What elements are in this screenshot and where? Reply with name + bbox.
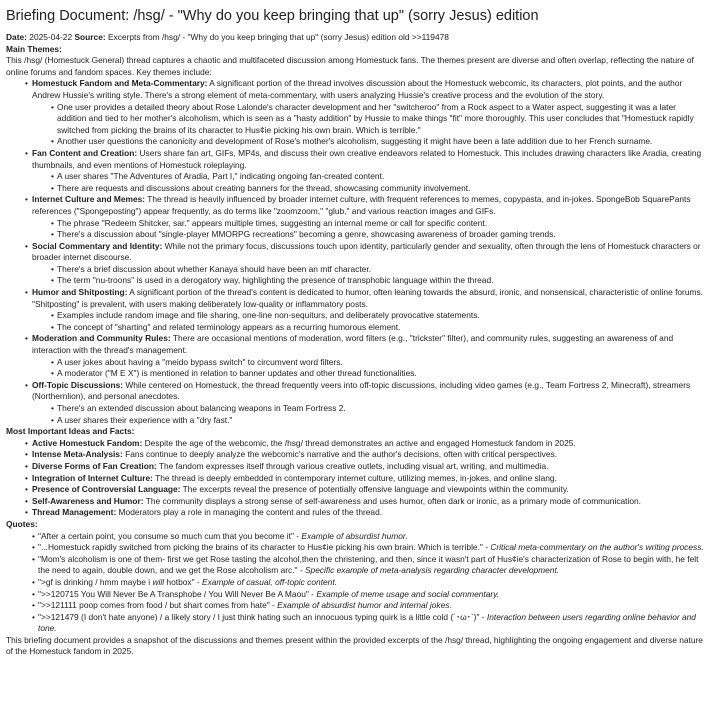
quote-item bbox=[6, 542, 705, 554]
quote-item bbox=[6, 531, 705, 543]
theme-subitem: • The term "nu-troons" is used in a derogatory way, highlighting the presence of transphobic language within the thread. bbox=[6, 275, 705, 287]
idea-item bbox=[6, 449, 705, 461]
theme-item bbox=[6, 380, 705, 426]
quote-text: ">>120715 You Will Never Be A Transphobe / You Will Never Be A Maou" - bbox=[38, 588, 317, 599]
idea-item bbox=[6, 438, 705, 450]
quote-text: ">>121479 (I don't hate anyone) / a likely story / I just think hating such an innocuous typing quirk is a little cold (´･ω･`)" - bbox=[38, 611, 487, 622]
theme-subitem: • One user provides a detailed theory about Rose Lalonde's character development and her "switcheroo" from a Rock aspect to a Water aspect, suggesting it was a later addition and tied to her mother's alcoholism, which is seen as a "hasty addition" by Hussie to make things "fit" more thoroughly. This user concludes that "Homestuck rapidly switched from picking the brains of its character to Hus¢ie picking his own brain. Which is terrible." bbox=[6, 102, 705, 137]
theme-subitem: • A user jokes about having a "meido bypass switch" to circumvent word filters. bbox=[6, 357, 705, 369]
theme-item bbox=[6, 194, 705, 240]
quote-item bbox=[6, 554, 705, 577]
idea-label: Active Homestuck Fandom: bbox=[32, 437, 143, 448]
idea-item bbox=[6, 496, 705, 508]
important-ideas-list bbox=[6, 438, 705, 519]
theme-item bbox=[6, 78, 705, 148]
theme-sublist bbox=[32, 264, 705, 287]
theme-text: Users share fan art, GIFs, MP4s, and discuss their own creative endeavors related to Homestuck. This includes drawing characters like Aradia, creating thumbnails, and even mentions of Homestuck roleplaying. bbox=[32, 147, 702, 170]
idea-text: The thread is deeply embedded in contemporary internet culture, utilizing memes, in-jokes, and online slang. bbox=[152, 472, 557, 483]
theme-text: The thread is heavily influenced by broader internet culture, with frequent references to memes, copypasta, and in-jokes. SpongeBob SquarePants references ("Spongeposting") appear frequently, as do terms like "zoomzoom," "glub," and various reaction images and GIFs. bbox=[32, 194, 691, 216]
theme-sublist bbox=[32, 218, 705, 241]
theme-label: Homestuck Fandom and Meta-Commentary: bbox=[32, 78, 208, 89]
quote-text-tail: hotbox" - bbox=[164, 576, 202, 587]
idea-item bbox=[6, 461, 705, 473]
theme-text: A significant portion of the thread involves discussion about the Homestuck webcomic, its characters, plot points, and the author Andrew Hussie's writing style. There's a strong element of meta-commentary, with users analyzing Hussie's creative process and the evolution of the story. bbox=[32, 78, 683, 100]
important-ideas-heading: Most Important Ideas and Facts: bbox=[6, 426, 135, 437]
theme-text: While not the primary focus, discussions touch upon identity, particularly gender and sexuality, often through the lens of Homestuck characters or broader internet discourse. bbox=[32, 240, 701, 263]
themes-list bbox=[6, 78, 705, 426]
theme-item bbox=[6, 148, 705, 194]
quote-item bbox=[6, 577, 705, 589]
theme-sublist bbox=[32, 171, 705, 194]
idea-label: Diverse Forms of Fan Creation: bbox=[32, 460, 157, 471]
idea-text: Moderators play a role in managing the content and rules of the thread. bbox=[116, 507, 383, 518]
theme-label: Social Commentary and Identity: bbox=[32, 240, 163, 251]
theme-text: A significant portion of the thread's content is dedicated to humor, often leaning towards the absurd, ironic, and nonsensical, characteristic of online forums. "Shitposting" is prevalent, with users making deliberately low-quality or inflammatory posts. bbox=[32, 287, 703, 309]
quote-item bbox=[6, 600, 705, 612]
theme-subitem: • There are requests and discussions about creating banners for the thread, showcasing community involvement. bbox=[6, 183, 705, 195]
document-title: Briefing Document: /hsg/ - "Why do you keep bringing that up" (sorry Jesus) edition bbox=[6, 8, 539, 24]
source-label: Source: bbox=[74, 32, 106, 42]
idea-label: Presence of Controversial Language: bbox=[32, 484, 181, 495]
quotes-list bbox=[6, 531, 705, 635]
theme-sublist bbox=[32, 310, 705, 333]
theme-sublist bbox=[32, 403, 705, 426]
theme-text: While centered on Homestuck, the thread frequently veers into off-topic discussions, including video games (e.g., Team Fortress 2, Minecraft), streamers (Northernlion), and personal anecdotes. bbox=[32, 379, 691, 402]
theme-label: Off-Topic Discussions: bbox=[32, 379, 124, 390]
theme-subitem: • A user shares their experience with a "dry fast." bbox=[6, 415, 705, 427]
idea-label: Thread Management: bbox=[32, 507, 117, 518]
theme-item bbox=[6, 241, 705, 287]
idea-text: Fans continue to deeply analyze the webcomic's narrative and the author's decisions, often with critical perspectives. bbox=[122, 449, 558, 460]
quote-text: "After a certain point, you consume so much cum that you become it" - bbox=[38, 530, 302, 541]
theme-subitem: • The concept of "sharting" and related terminology appears as a recurring humorous element. bbox=[6, 322, 705, 334]
theme-subitem: • A moderator ("M E X") is mentioned in relation to banner updates and other thread functionalities. bbox=[6, 368, 705, 380]
theme-sublist bbox=[32, 102, 705, 148]
theme-item bbox=[6, 287, 705, 333]
document-meta bbox=[6, 32, 705, 44]
theme-subitem: • There's a brief discussion about whether Kanaya should have been an mtf character. bbox=[6, 264, 705, 276]
theme-label: Fan Content and Creation: bbox=[32, 147, 138, 158]
main-themes-heading: Main Themes: bbox=[6, 43, 62, 54]
theme-subitem: • Examples include random image and file sharing, one-line non-sequiturs, and deliberately provocative statements. bbox=[6, 310, 705, 322]
idea-text: The excerpts reveal the presence of potentially offensive language and viewpoints within the community. bbox=[180, 484, 569, 495]
theme-item bbox=[6, 333, 705, 379]
theme-label: Humor and Shitposting: bbox=[32, 287, 128, 298]
quote-item bbox=[6, 589, 705, 601]
theme-label: Moderation and Community Rules: bbox=[32, 333, 171, 344]
idea-text: Despite the age of the webcomic, the /hsg/ thread demonstrates an active and engaged Homestuck fandom in 2025. bbox=[142, 437, 576, 448]
idea-label: Integration of Internet Culture: bbox=[32, 472, 153, 483]
idea-item bbox=[6, 484, 705, 496]
quote-text: "Mom's alcoholism is one of them- first we get Rose tasting the alcohol,then the christening, and then, since it wasn't part of Hus¢ie's characterization of Rose to begin with, he felt the need to again, double down, and we get the Rose alcoholism arc." - bbox=[38, 553, 699, 576]
quote-text: "...Homestuck rapidly switched from picking the brains of its character to Hus¢ie picking his own brain. Which is terrible." - bbox=[38, 542, 491, 553]
idea-item bbox=[6, 507, 705, 519]
idea-text: The fandom expresses itself through various creative outlets, including visual art, writing, and multimedia. bbox=[156, 460, 549, 471]
quote-note: Example of absurdist humor. bbox=[301, 530, 408, 541]
date-label: Date: bbox=[6, 32, 27, 42]
quote-note: Specific example of meta-analysis regarding character development. bbox=[304, 565, 560, 576]
theme-subitem: • The phrase "Redeem Shitcker, sar." appears multiple times, suggesting an internal meme or call for specific content. bbox=[6, 218, 705, 230]
date-value: 2025-04-22 bbox=[26, 32, 75, 42]
quote-item bbox=[6, 612, 705, 635]
theme-subitem: • Another user questions the canonicity and development of Rose's mother's alcoholism, suggesting it might have been a late addition due to her French surname. bbox=[6, 136, 705, 148]
theme-sublist bbox=[32, 357, 705, 380]
theme-subitem: • There's an extended discussion about balancing weapons in Team Fortress 2. bbox=[6, 403, 705, 415]
quote-note: Example of absurdist humor and internal jokes. bbox=[277, 600, 452, 611]
idea-label: Self-Awareness and Humor: bbox=[32, 495, 144, 506]
source-value: Excerpts from /hsg/ - "Why do you keep bringing that up" (sorry Jesus) edition old >>119478 bbox=[105, 32, 449, 42]
theme-label: Internet Culture and Memes: bbox=[32, 194, 146, 205]
quote-note: Critical meta-commentary on the author's writing process. bbox=[490, 542, 704, 553]
theme-subitem: • A user shares "The Adventures of Aradia, Part I," indicating ongoing fan-created content. bbox=[6, 171, 705, 183]
quote-note: Example of meme usage and social commentary. bbox=[316, 588, 500, 599]
quotes-heading: Quotes: bbox=[6, 518, 38, 529]
conclusion-paragraph: This briefing document provides a snapshot of the discussions and themes present within the provided excerpts of the /hsg/ thread, highlighting the ongoing engagement and diverse nature of the Homestuck fandom in 2025. bbox=[6, 634, 703, 657]
quote-emphasis: will bbox=[152, 576, 165, 587]
main-themes-intro: This /hsg/ (Homestuck General) thread captures a chaotic and multifaceted discussion among Homestuck fans. The themes present are diverse and often overlap, reflecting the nature of online forums and fandom spaces. Key themes include: bbox=[6, 55, 694, 77]
quote-text: ">gf is drinking / hmm maybe i bbox=[38, 576, 153, 587]
quote-note: Example of casual, off-topic content. bbox=[201, 576, 337, 587]
idea-text: The community displays a strong sense of self-awareness and uses humor, often dark or ironic, as a primary mode of communication. bbox=[143, 495, 642, 506]
idea-item bbox=[6, 473, 705, 485]
quote-text: ">>121111 poop comes from food / but shart comes from hate" - bbox=[38, 600, 278, 611]
theme-subitem: • There's a discussion about "single-player MMORPG recreations" becoming a genre, showcasing awareness of broader gaming trends. bbox=[6, 229, 705, 241]
quote-note: Interaction between users regarding online behavior and tone. bbox=[38, 611, 696, 634]
theme-text: There are occasional mentions of moderation, word filters (e.g., "trickster" filter), and community rules, suggesting an awareness of and interaction with the thread's management. bbox=[32, 333, 674, 356]
idea-label: Intense Meta-Analysis: bbox=[32, 449, 123, 460]
